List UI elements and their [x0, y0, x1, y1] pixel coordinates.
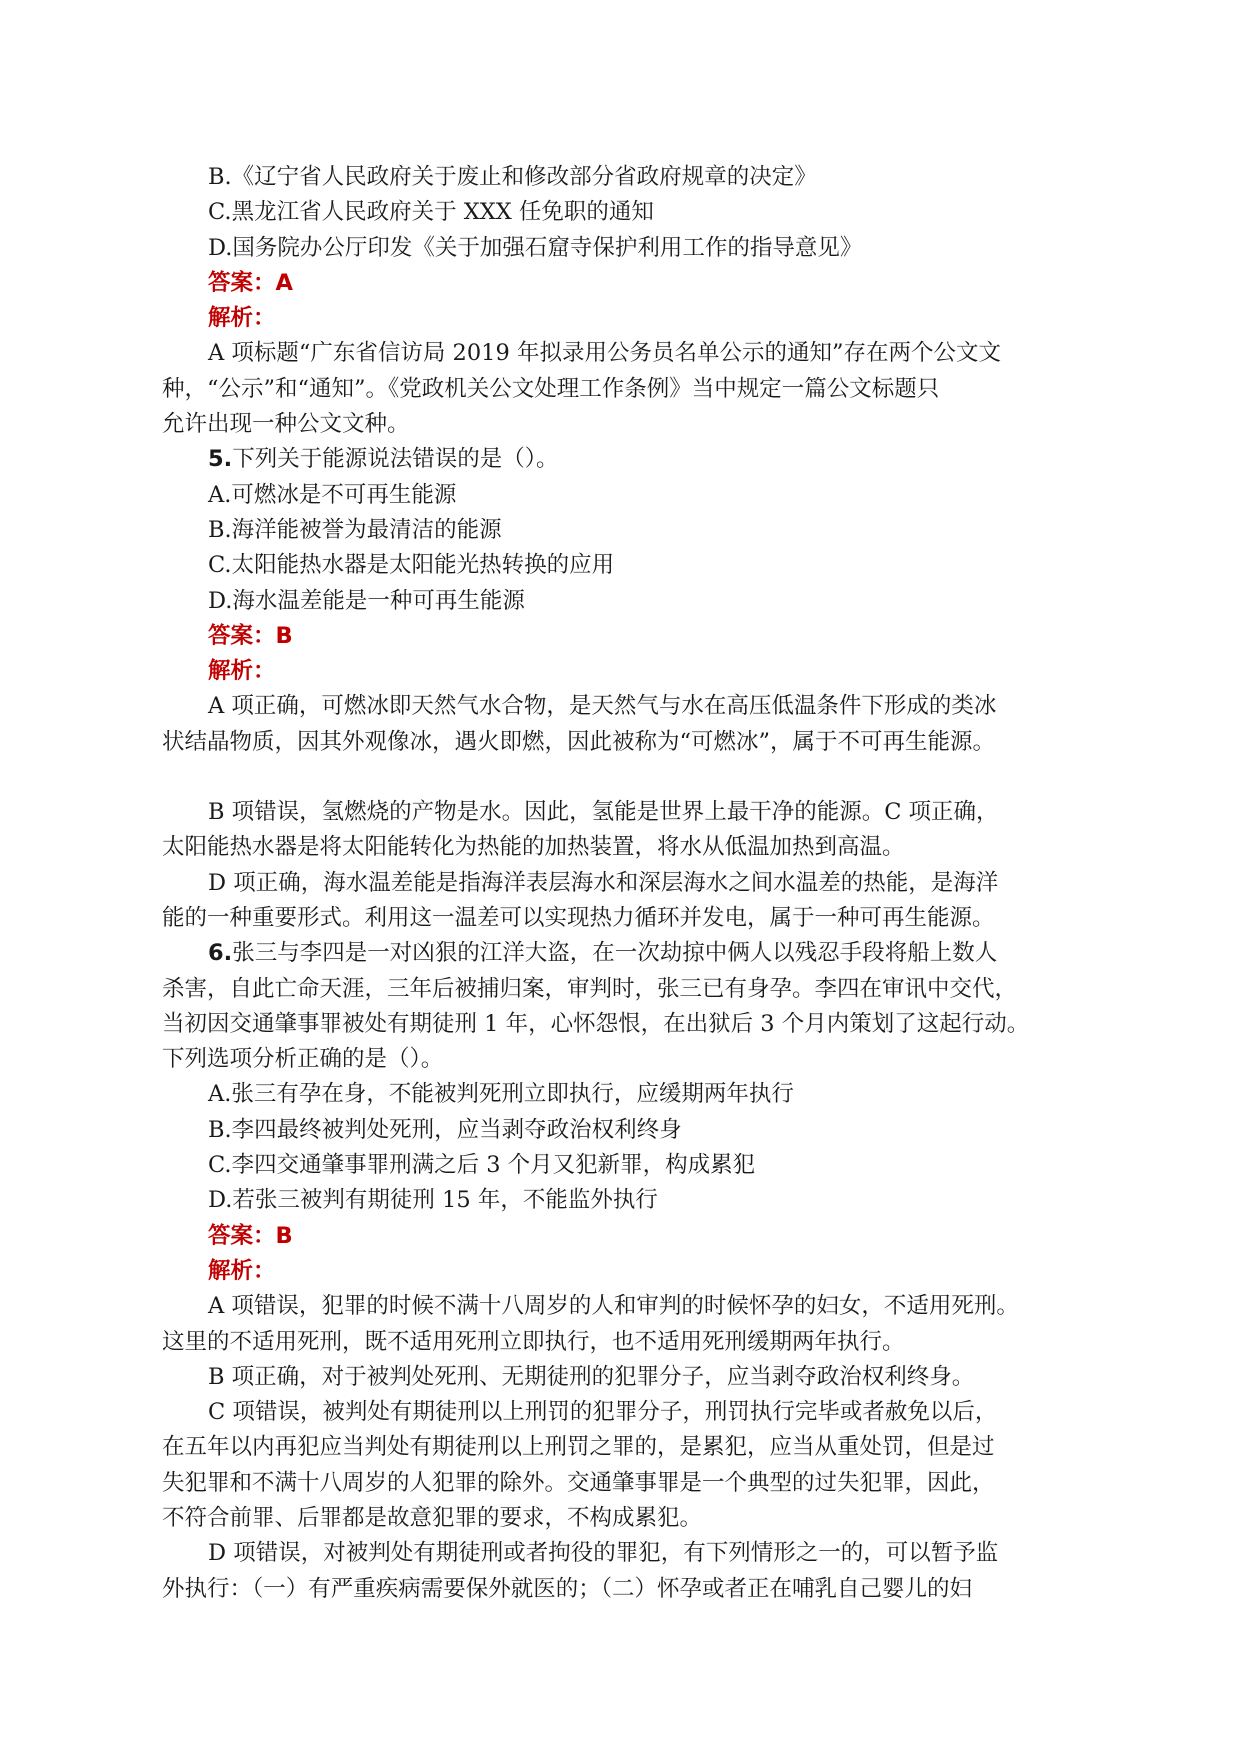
q6-analysis-a-line: A 项错误，犯罪的时候不满十八周岁的人和审判的时候怀孕的妇女，不适用死刑。: [208, 1293, 1019, 1320]
q5-analysis-a-line: 状结晶物质，因其外观像冰，遇火即燃，因此被称为“可燃冰”，属于不可再生能源。: [162, 728, 996, 755]
q6-number: 6.: [208, 940, 233, 967]
q6-stem-line: 杀害，自此亡命天涯，三年后被捕归案，审判时，张三已有身孕。李四在审讯中交代，: [162, 975, 1018, 1002]
q6-option-d: D.若张三被判有期徒刑 15 年，不能监外执行: [208, 1187, 658, 1214]
q4-option-c: C.黑龙江省人民政府关于 XXX 任免职的通知: [208, 199, 654, 226]
q6-analysis-d-line: 外执行：（一）有严重疾病需要保外就医的；（二）怀孕或者正在哺乳自己婴儿的妇: [162, 1575, 973, 1602]
q4-option-d: D.国务院办公厅印发《关于加强石窟寺保护利用工作的指导意见》: [208, 234, 863, 261]
q4-analysis-line: 种，“公示”和“通知”。《党政机关公文处理工作条例》当中规定一篇公文标题只: [162, 375, 940, 402]
q5-stem: [162, 442, 1082, 477]
q4-analysis-line: 允许出现一种公文文种。: [162, 411, 410, 438]
q6-stem-text: 张三与李四是一对凶狠的江洋大盗，在一次劫掠中俩人以残忍手段将船上数人: [232, 940, 998, 967]
q6-analysis-a-line: 这里的不适用死刑，既不适用死刑立即执行，也不适用死刑缓期两年执行。: [162, 1328, 905, 1355]
q4-option-b: B.《辽宁省人民政府关于废止和修改部分省政府规章的决定》: [208, 164, 817, 190]
q5-option-a: A.可燃冰是不可再生能源: [208, 481, 457, 508]
q5-analysis-d-line: 能的一种重要形式。利用这一温差可以实现热力循环并发电，属于一种可再生能源。: [162, 904, 995, 931]
q5-answer: 答案：B: [208, 622, 293, 649]
q6-analysis-b-line: B 项正确，对于被判处死刑、无期徒刑的犯罪分子，应当剥夺政治权利终身。: [208, 1363, 975, 1390]
q5-option-d: D.海水温差能是一种可再生能源: [208, 587, 525, 614]
q5-option-c: C.太阳能热水器是太阳能光热转换的应用: [208, 552, 615, 579]
q6-stem: [162, 936, 1082, 971]
q6-answer: 答案：B: [208, 1222, 293, 1249]
q6-analysis-c-line: C 项错误，被判处有期徒刑以上刑罚的犯罪分子，刑罚执行完毕或者赦免以后，: [208, 1399, 998, 1426]
q5-analysis-bc-line: 太阳能热水器是将太阳能转化为热能的加热装置，将水从低温加热到高温。: [162, 834, 905, 861]
q6-option-a: A.张三有孕在身，不能被判死刑立即执行，应缓期两年执行: [208, 1081, 794, 1108]
q5-stem-text: 下列关于能源说法错误的是（）。: [232, 446, 559, 473]
q6-analysis-c-line: 不符合前罪、后罪都是故意犯罪的要求，不构成累犯。: [162, 1504, 703, 1531]
q5-option-b: B.海洋能被誉为最清洁的能源: [208, 516, 502, 543]
q5-number: 5.: [208, 446, 233, 473]
q6-analysis-d-line: D 项错误，对被判处有期徒刑或者拘役的罪犯，有下列情形之一的，可以暂予监: [208, 1540, 999, 1567]
q4-analysis-line: A 项标题“广东省信访局 2019 年拟录用公务员名单公示的通知”存在两个公文文: [208, 340, 1001, 367]
q6-stem-line: 下列选项分析正确的是（）。: [162, 1046, 444, 1073]
q5-analysis-a-line: A 项正确，可燃冰即天然气水合物，是天然气与水在高压低温条件下形成的类冰: [208, 693, 997, 720]
q4-answer: 答案：A: [208, 269, 293, 296]
q6-analysis-c-line: 失犯罪和不满十八周岁的人犯罪的除外。交通肇事罪是一个典型的过失犯罪，因此，: [162, 1469, 995, 1496]
q5-analysis-d-line: D 项正确，海水温差能是指海洋表层海水和深层海水之间水温差的热能，是海洋: [208, 869, 999, 896]
q6-stem-line: 当初因交通肇事罪被处有期徒刑 1 年，心怀怨恨，在出狱后 3 个月内策划了这起行动。: [162, 1010, 1030, 1037]
q5-analysis-label: 解析：: [208, 658, 276, 685]
q6-analysis-c-line: 在五年以内再犯应当判处有期徒刑以上刑罚之罪的，是累犯，应当从重处罚，但是过: [162, 1434, 995, 1461]
document-page: [162, 160, 1082, 1607]
q5-analysis-bc-line: B 项错误，氢燃烧的产物是水。因此，氢能是世界上最干净的能源。C 项正确，: [208, 799, 999, 826]
q6-option-c: C.李四交通肇事罪刑满之后 3 个月又犯新罪，构成累犯: [208, 1152, 756, 1179]
q6-option-b: B.李四最终被判处死刑，应当剥夺政治权利终身: [208, 1116, 682, 1143]
q6-analysis-label: 解析：: [208, 1257, 276, 1284]
paragraph-gap: [162, 760, 1082, 795]
q4-analysis-label: 解析：: [208, 305, 276, 332]
